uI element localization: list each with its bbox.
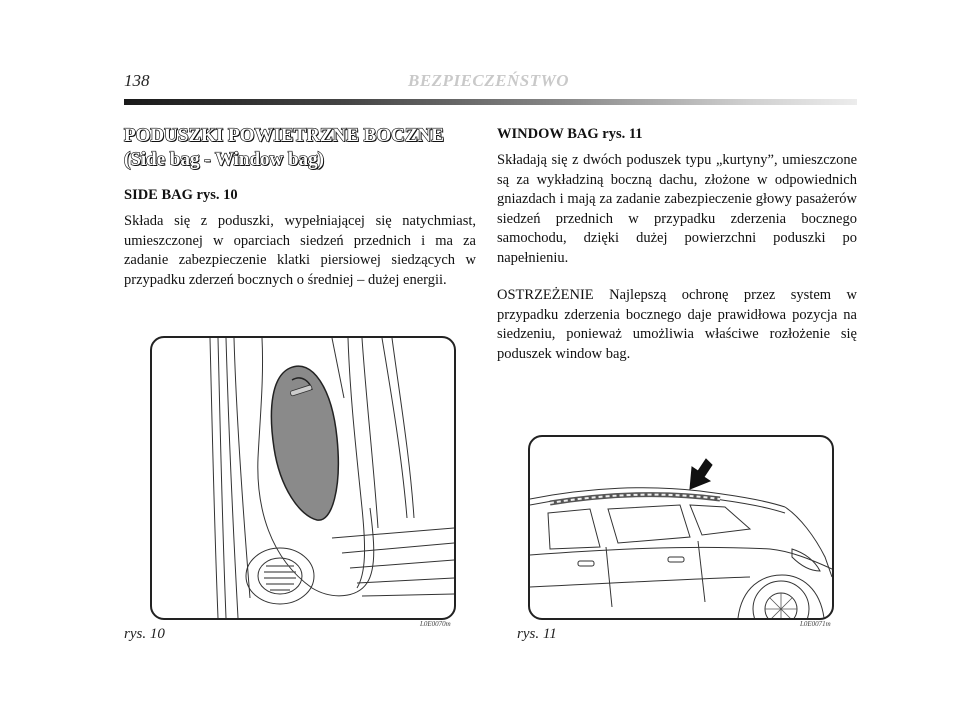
side-bag-heading: SIDE BAG rys. 10 [124, 187, 238, 203]
side-bag-text: Składa się z poduszki, wypełniającej się natychmiast, umieszczonej w oparciach siedzeń przednich i ma za zadanie zabezpieczenie klatki piersiowej siedzących w przypadku zderzeń bocznych o średniej – dużej energii. [124, 213, 476, 288]
figure-side-bag-caption: rys. 10 [124, 626, 165, 642]
window-bag-heading: WINDOW BAG rys. 11 [497, 126, 643, 142]
side-bag-illustration [152, 338, 454, 618]
page-title-line2: (Side bag - Window bag) [124, 149, 324, 170]
figure-window-bag-caption: rys. 11 [517, 626, 557, 642]
side-bag-section [124, 187, 476, 290]
window-bag-text: Składają się z dwóch poduszek typu „kurtyny”, umieszczone są za wykładziną boczną dachu, złożone w odpowiednich gniazdach i mają za zadanie zabezpieczenie głowy pasażerów siedzeń przednich w przypadku zderzenia bocznego samochodu, dzięki dużej powierzchni poduszki po napełnieniu. [497, 152, 857, 266]
page-title-line1: PODUSZKI POWIETRZNE BOCZNE [124, 125, 444, 146]
figure-side-bag-code: L0E0070m [420, 620, 451, 628]
figure-window-bag-code: L0E0071m [800, 620, 831, 628]
page-number: 138 [124, 71, 150, 90]
figure-window-bag [528, 435, 834, 620]
header-bar [124, 99, 857, 105]
page-title [124, 124, 464, 172]
window-bag-illustration [530, 437, 832, 618]
window-bag-section [497, 126, 857, 364]
figure-side-bag [150, 336, 456, 620]
warning-text: OSTRZEŻENIE Najlepszą ochronę przez system w przypadku zderzenia bocznego daje prawidłowa pozycja na siedzeniu, ponieważ umożliwia właściwe rozłożenie się poduszek window bag. [497, 287, 857, 362]
section-title: BEZPIECZEŃSTWO [408, 71, 569, 90]
